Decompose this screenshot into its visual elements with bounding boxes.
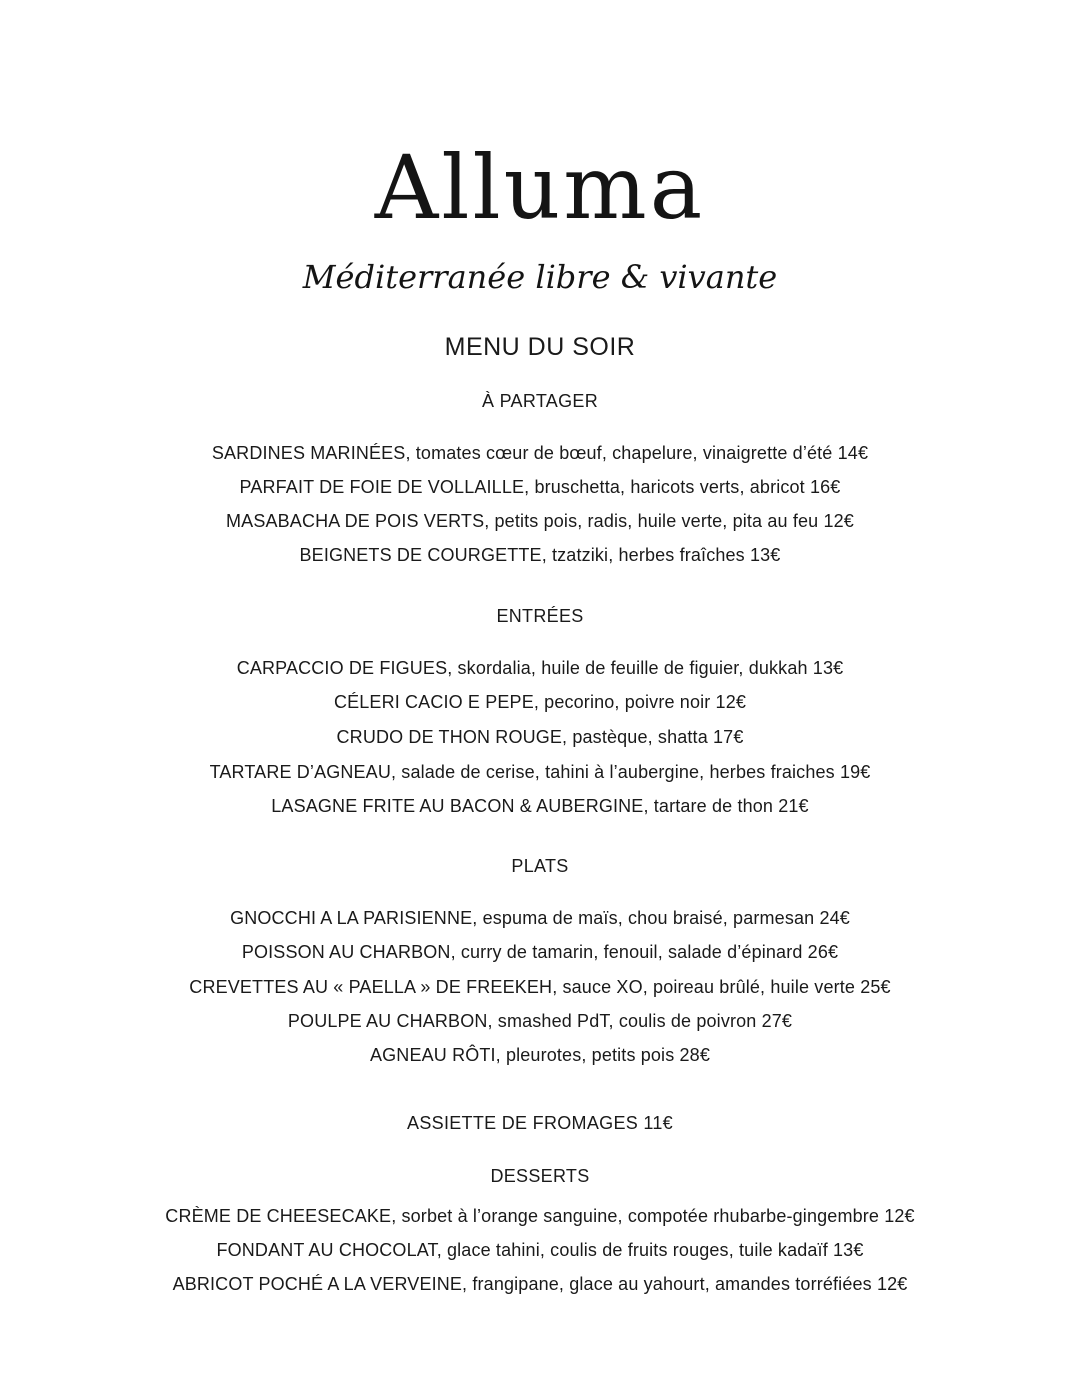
section-heading-entrees: ENTRÉES xyxy=(496,606,584,626)
menu-item: AGNEAU RÔTI, pleurotes, petits pois 28€ xyxy=(370,1045,710,1065)
restaurant-logo: Alluma xyxy=(374,136,706,239)
menu-item: SARDINES MARINÉES, tomates cœur de bœuf, chapelure, vinaigrette d’été 14€ xyxy=(211,443,869,463)
menu-title: MENU DU SOIR xyxy=(444,333,636,361)
section-heading-fromages: ASSIETTE DE FROMAGES 11€ xyxy=(407,1113,673,1133)
menu-item: POISSON AU CHARBON, curry de tamarin, fenouil, salade d’épinard 26€ xyxy=(241,942,839,962)
menu-item: MASABACHA DE POIS VERTS, petits pois, radis, huile verte, pita au feu 12€ xyxy=(226,511,854,531)
section-heading-plats: PLATS xyxy=(511,856,569,876)
menu-item: PARFAIT DE FOIE DE VOLLAILLE, bruschetta, haricots verts, abricot 16€ xyxy=(239,477,841,497)
menu-item: POULPE AU CHARBON, smashed PdT, coulis de poivron 27€ xyxy=(287,1011,793,1031)
section-heading-a-partager: À PARTAGER xyxy=(481,391,599,411)
menu-item: LASAGNE FRITE AU BACON & AUBERGINE, tartare de thon 21€ xyxy=(271,796,809,816)
section-heading-desserts: DESSERTS xyxy=(490,1166,590,1186)
menu-item: TARTARE D’AGNEAU, salade de cerise, tahini à l’aubergine, herbes fraiches 19€ xyxy=(209,762,871,782)
restaurant-tagline: Méditerranée libre & vivante xyxy=(302,258,778,296)
menu-item: CRÈME DE CHEESECAKE, sorbet à l’orange sanguine, compotée rhubarbe-gingembre 12€ xyxy=(165,1206,915,1226)
menu-item: CARPACCIO DE FIGUES, skordalia, huile de feuille de figuier, dukkah 13€ xyxy=(236,658,844,678)
menu-item: FONDANT AU CHOCOLAT, glace tahini, coulis de fruits rouges, tuile kadaïf 13€ xyxy=(216,1240,864,1260)
menu-item: CREVETTES AU « PAELLA » DE FREEKEH, sauce XO, poireau brûlé, huile verte 25€ xyxy=(189,977,891,997)
menu-item: GNOCCHI A LA PARISIENNE, espuma de maïs, chou braisé, parmesan 24€ xyxy=(230,908,850,928)
menu-item: BEIGNETS DE COURGETTE, tzatziki, herbes fraîches 13€ xyxy=(299,545,781,565)
menu-item: CRUDO DE THON ROUGE, pastèque, shatta 17€ xyxy=(336,727,744,747)
menu-item: CÉLERI CACIO E PEPE, pecorino, poivre noir 12€ xyxy=(333,692,747,712)
menu-item: ABRICOT POCHÉ A LA VERVEINE, frangipane, glace au yahourt, amandes torréfiées 12€ xyxy=(172,1274,908,1294)
